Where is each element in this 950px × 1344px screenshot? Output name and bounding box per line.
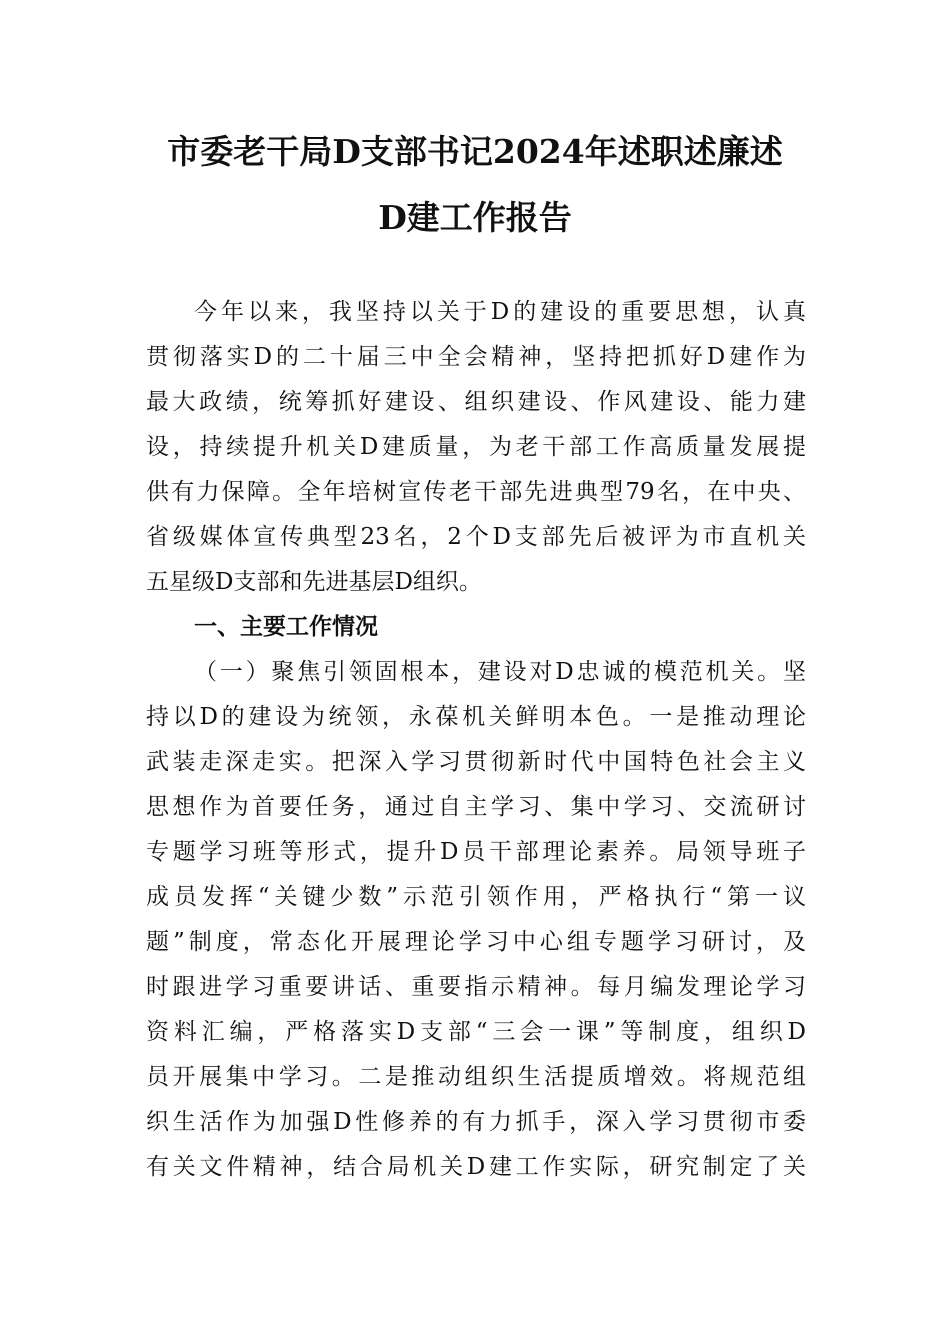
text-line: 最大政绩，统筹抓好建设、组织建设、作风建设、能力建 [146, 389, 806, 415]
text-line: （一）聚焦引领固根本，建设对D忠诚的模范机关。坚 [194, 659, 806, 685]
text-line: 织生活作为加强D性修养的有力抓手，深入学习贯彻市委 [146, 1109, 806, 1135]
text-line: 贯彻落实D的二十届三中全会精神，坚持把抓好D建作为 [146, 344, 806, 370]
text-line: 专题学习班等形式，提升D员干部理论素养。局领导班子 [146, 839, 806, 865]
text-line: 资料汇编，严格落实D支部“三会一课”等制度，组织D [146, 1019, 806, 1045]
section-heading: 一、主要工作情况 [194, 614, 378, 640]
text-line: 思想作为首要任务，通过自主学习、集中学习、交流研讨 [146, 794, 806, 820]
text-line: 武装走深走实。把深入学习贯彻新时代中国特色社会主义 [146, 749, 806, 775]
text-line: 五星级D支部和先进基层D组织。 [146, 569, 482, 595]
document-title-line-2: D建工作报告 [378, 198, 572, 237]
text-line: 省级媒体宣传典型23名，2个D支部先后被评为市直机关 [146, 524, 806, 550]
text-line: 供有力保障。全年培树宣传老干部先进典型79名，在中央、 [146, 479, 806, 505]
text-line: 题”制度，常态化开展理论学习中心组专题学习研讨，及 [146, 929, 806, 955]
text-line: 今年以来，我坚持以关于D的建设的重要思想，认真 [194, 299, 806, 325]
text-line: 有关文件精神，结合局机关D建工作实际，研究制定了关 [146, 1154, 806, 1180]
document-title-line-1: 市委老干局D支部书记2024年述职述廉述 [167, 132, 783, 171]
text-line: 持以D的建设为统领，永葆机关鲜明本色。一是推动理论 [146, 704, 806, 730]
text-line: 设，持续提升机关D建质量，为老干部工作高质量发展提 [146, 434, 806, 460]
text-line: 时跟进学习重要讲话、重要指示精神。每月编发理论学习 [146, 974, 806, 1000]
text-line: 成员发挥“关键少数”示范引领作用，严格执行“第一议 [146, 884, 806, 910]
text-line: 员开展集中学习。二是推动组织生活提质增效。将规范组 [146, 1064, 806, 1090]
